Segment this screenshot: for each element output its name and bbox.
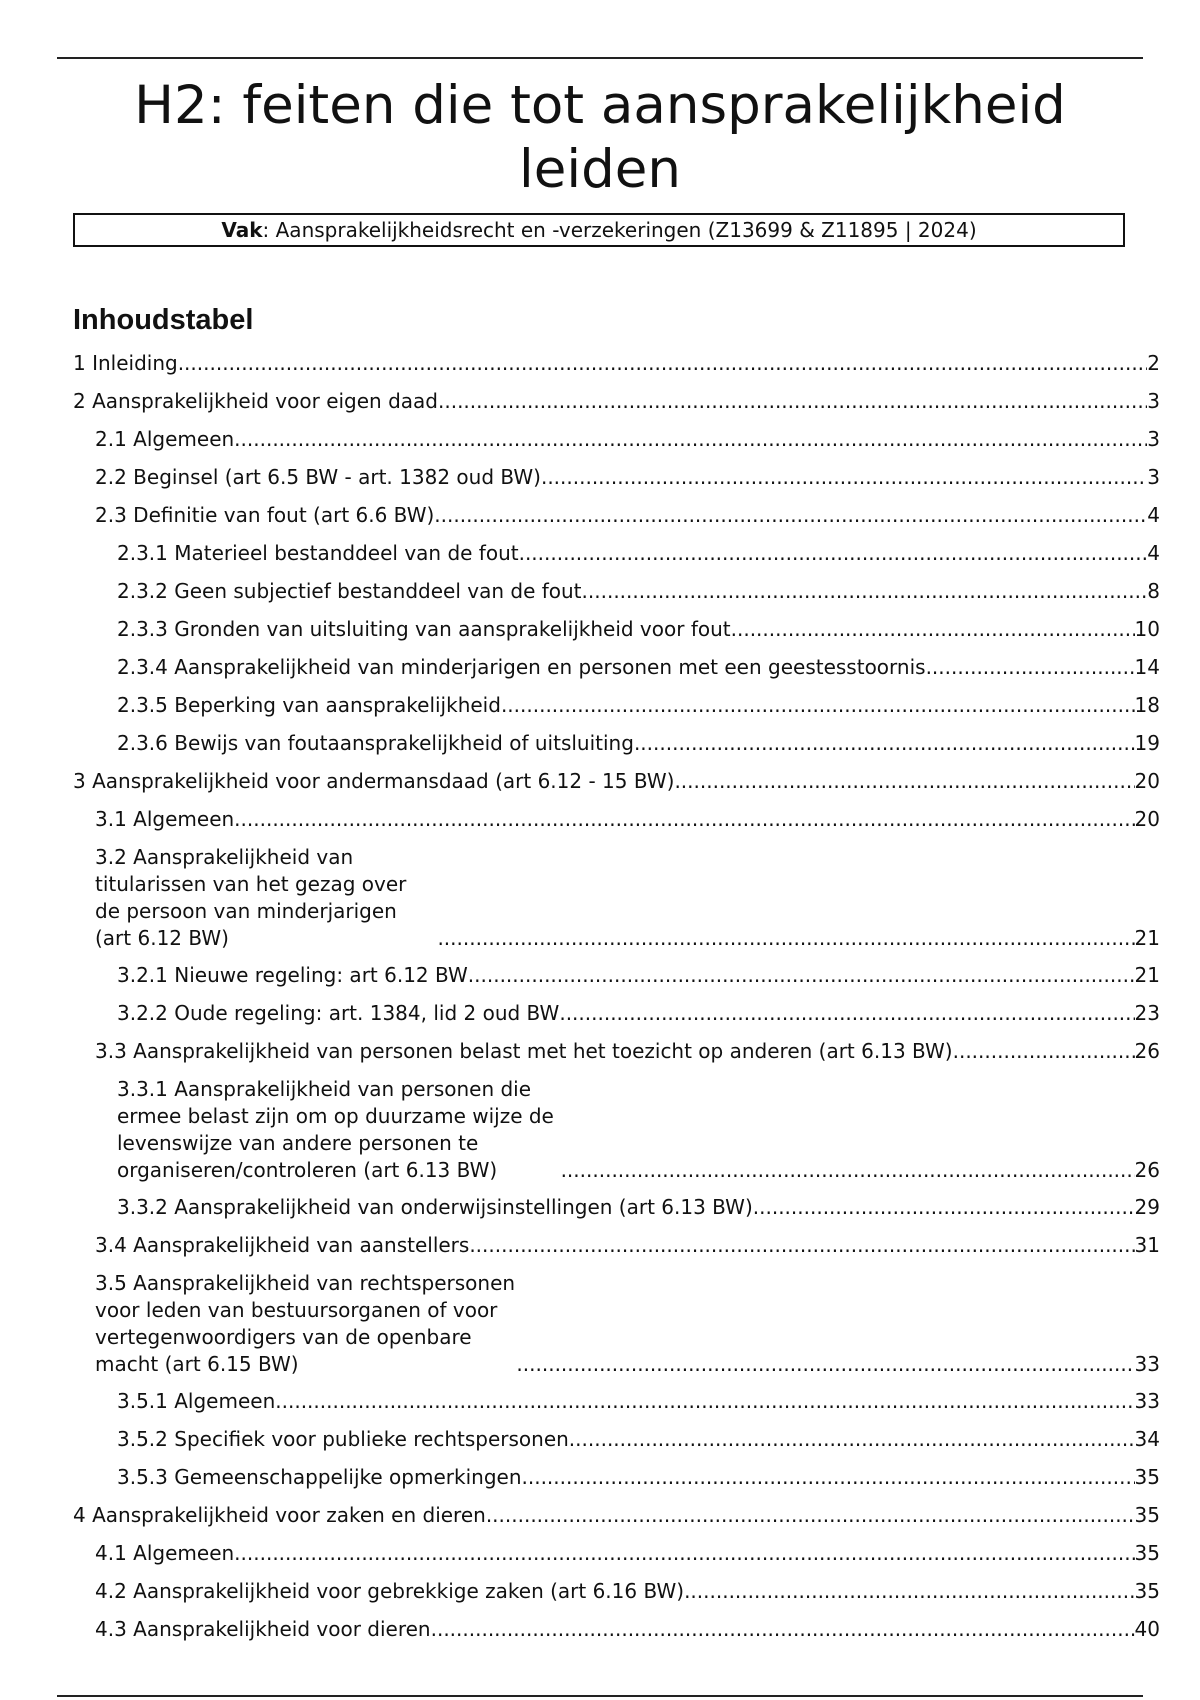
- toc-entry-text: 4.3 Aansprakelijkheid voor dieren: [95, 1617, 431, 1641]
- toc-dot-leader: [634, 730, 1135, 757]
- toc-dot-leader: [434, 502, 1147, 529]
- toc-page-number: 33: [1134, 1389, 1160, 1413]
- toc-entry[interactable]: [73, 1578, 1160, 1605]
- toc-dot-leader: [501, 692, 1135, 719]
- toc-page-number: 31: [1134, 1233, 1160, 1257]
- toc-dot-leader: [178, 350, 1148, 377]
- course-value: : Aansprakelijkheidsrecht en -verzekeringen (Z13699 & Z11895 | 2024): [262, 218, 977, 242]
- toc-page-number: 34: [1134, 1427, 1160, 1451]
- toc-dot-leader: [234, 1540, 1134, 1567]
- toc-page-number: 33: [1134, 1352, 1160, 1376]
- toc-entry[interactable]: [73, 350, 1160, 377]
- toc-dot-leader: [559, 1000, 1134, 1027]
- toc-page-number: 40: [1134, 1617, 1160, 1641]
- toc-entry-text: 3.3 Aansprakelijkheid van personen belast met het toezicht op anderen (art 6.13 BW): [95, 1039, 953, 1063]
- toc-dot-leader: [437, 925, 1134, 952]
- toc-page-number: 4: [1147, 541, 1160, 565]
- toc-dot-leader: [234, 426, 1147, 453]
- toc-entry-text: 3.5.2 Specifiek voor publieke rechtspersonen: [117, 1427, 569, 1451]
- toc-page-number: 18: [1134, 693, 1160, 717]
- toc-entry[interactable]: [73, 1426, 1160, 1453]
- toc-entry-text: 3.5.3 Gemeenschappelijke opmerkingen: [117, 1465, 522, 1489]
- toc-entry-text: 2.3 Definitie van fout (art 6.6 BW): [95, 503, 435, 527]
- toc-entry-text: 3.5.1 Algemeen: [117, 1389, 276, 1413]
- toc-page-number: 3: [1147, 389, 1160, 413]
- toc-page-number: 35: [1134, 1503, 1160, 1527]
- toc-entry-text: 3.3.1 Aansprakelijkheid van personen die ermee belast zijn om op duurzame wijze de levenswijze van andere personen te organiseren/controleren (art 6.13 BW): [117, 1077, 554, 1182]
- toc-entry[interactable]: [73, 464, 1160, 491]
- toc-dot-leader: [438, 388, 1147, 415]
- toc-entry[interactable]: [73, 1270, 1160, 1378]
- toc-entry-text: 2.3.4 Aansprakelijkheid van minderjarigen en personen met een geestesstoornis: [117, 655, 926, 679]
- toc-page-number: 21: [1134, 963, 1160, 987]
- toc-entry[interactable]: [73, 388, 1160, 415]
- toc-dot-leader: [469, 1232, 1134, 1259]
- toc-dot-leader: [684, 1578, 1134, 1605]
- toc-page-number: 8: [1147, 579, 1160, 603]
- toc-dot-leader: [541, 464, 1147, 491]
- toc-page-number: 4: [1147, 503, 1160, 527]
- toc-entry[interactable]: [73, 1616, 1160, 1643]
- toc-page-number: 29: [1134, 1195, 1160, 1219]
- toc-dot-leader: [753, 1194, 1135, 1221]
- toc-dot-leader: [582, 578, 1148, 605]
- toc-page-number: 14: [1134, 655, 1160, 679]
- toc-entry[interactable]: [73, 1000, 1160, 1027]
- table-of-contents: [73, 350, 1160, 1654]
- toc-entry-text: 1 Inleiding: [73, 351, 178, 375]
- toc-entry-text: 3.2.2 Oude regeling: art. 1384, lid 2 oud BW: [117, 1001, 560, 1025]
- toc-entry[interactable]: [73, 730, 1160, 757]
- toc-entry[interactable]: [73, 578, 1160, 605]
- document-title: H2: feiten die tot aansprakelijkheid leiden: [134, 75, 1066, 200]
- toc-dot-leader: [275, 1388, 1134, 1415]
- toc-entry-text: 3.3.2 Aansprakelijkheid van onderwijsinstellingen (art 6.13 BW): [117, 1195, 753, 1219]
- toc-entry[interactable]: [73, 844, 1160, 952]
- toc-entry[interactable]: [73, 1464, 1160, 1491]
- course-info-box: [73, 213, 1125, 247]
- toc-dot-leader: [519, 540, 1148, 567]
- toc-entry-text: 3.1 Algemeen: [95, 807, 235, 831]
- toc-dot-leader: [522, 1464, 1135, 1491]
- toc-entry-text: 2.3.3 Gronden van uitsluiting van aansprakelijkheid voor fout: [117, 617, 731, 641]
- toc-dot-leader: [468, 962, 1135, 989]
- toc-page-number: 19: [1134, 731, 1160, 755]
- toc-entry[interactable]: [73, 1038, 1160, 1065]
- toc-entry-text: 3.2 Aansprakelijkheid van titularissen van het gezag over de persoon van minderjarigen (art 6.12 BW): [95, 845, 407, 950]
- toc-entry[interactable]: [73, 806, 1160, 833]
- toc-entry-text: 3 Aansprakelijkheid voor andermansdaad (art 6.12 - 15 BW): [73, 769, 675, 793]
- toc-page-number: 20: [1134, 769, 1160, 793]
- toc-page-number: 35: [1134, 1541, 1160, 1565]
- toc-entry[interactable]: [73, 1540, 1160, 1567]
- toc-entry-text: 2.3.5 Beperking van aansprakelijkheid: [117, 693, 501, 717]
- toc-entry-text: 2.2 Beginsel (art 6.5 BW - art. 1382 oud BW): [95, 465, 541, 489]
- toc-dot-leader: [674, 768, 1134, 795]
- toc-page-number: 2: [1147, 351, 1160, 375]
- toc-entry[interactable]: [73, 426, 1160, 453]
- toc-dot-leader: [516, 1351, 1134, 1378]
- toc-entry[interactable]: [73, 1232, 1160, 1259]
- toc-entry-text: 3.5 Aansprakelijkheid van rechtspersonen voor leden van bestuursorganen of voor vertegenwoordigers van de openbare macht (art 6.15 BW): [95, 1271, 516, 1376]
- toc-heading: Inhoudstabel: [73, 304, 254, 336]
- toc-entry[interactable]: [73, 1076, 1160, 1184]
- toc-page-number: 20: [1134, 807, 1160, 831]
- toc-entry[interactable]: [73, 962, 1160, 989]
- toc-entry[interactable]: [73, 1388, 1160, 1415]
- toc-dot-leader: [234, 806, 1134, 833]
- toc-entry-text: 4 Aansprakelijkheid voor zaken en dieren: [73, 1503, 486, 1527]
- toc-dot-leader: [926, 654, 1135, 681]
- toc-dot-leader: [486, 1502, 1135, 1529]
- toc-entry-text: 2.1 Algemeen: [95, 427, 235, 451]
- toc-page-number: 35: [1134, 1579, 1160, 1603]
- course-label: Vak: [221, 218, 263, 242]
- toc-dot-leader: [431, 1616, 1135, 1643]
- toc-entry-text: 2.3.6 Bewijs van foutaansprakelijkheid of uitsluiting: [117, 731, 634, 755]
- toc-entry[interactable]: [73, 502, 1160, 529]
- toc-dot-leader: [731, 616, 1135, 643]
- toc-page-number: 3: [1147, 465, 1160, 489]
- toc-entry-text: 3.2.1 Nieuwe regeling: art 6.12 BW: [117, 963, 468, 987]
- bottom-rule: [57, 1695, 1143, 1697]
- toc-page-number: 21: [1134, 926, 1160, 950]
- toc-entry[interactable]: [73, 1194, 1160, 1221]
- toc-entry[interactable]: [73, 654, 1160, 681]
- toc-dot-leader: [561, 1157, 1135, 1184]
- toc-entry[interactable]: [73, 616, 1160, 643]
- toc-entry[interactable]: [73, 768, 1160, 795]
- toc-entry[interactable]: [73, 540, 1160, 567]
- toc-page-number: 23: [1134, 1001, 1160, 1025]
- toc-page-number: 26: [1134, 1039, 1160, 1063]
- toc-entry-text: 3.4 Aansprakelijkheid van aanstellers: [95, 1233, 470, 1257]
- toc-page-number: 26: [1134, 1158, 1160, 1182]
- toc-entry-text: 2 Aansprakelijkheid voor eigen daad: [73, 389, 438, 413]
- toc-dot-leader: [953, 1038, 1135, 1065]
- toc-entry[interactable]: [73, 692, 1160, 719]
- toc-entry-text: 2.3.1 Materieel bestanddeel van de fout: [117, 541, 519, 565]
- top-rule: [57, 57, 1143, 59]
- toc-page-number: 35: [1134, 1465, 1160, 1489]
- toc-entry-text: 2.3.2 Geen subjectief bestanddeel van de fout: [117, 579, 582, 603]
- toc-page-number: 10: [1134, 617, 1160, 641]
- toc-entry-text: 4.2 Aansprakelijkheid voor gebrekkige zaken (art 6.16 BW): [95, 1579, 685, 1603]
- toc-entry[interactable]: [73, 1502, 1160, 1529]
- toc-entry-text: 4.1 Algemeen: [95, 1541, 235, 1565]
- toc-dot-leader: [569, 1426, 1135, 1453]
- toc-page-number: 3: [1147, 427, 1160, 451]
